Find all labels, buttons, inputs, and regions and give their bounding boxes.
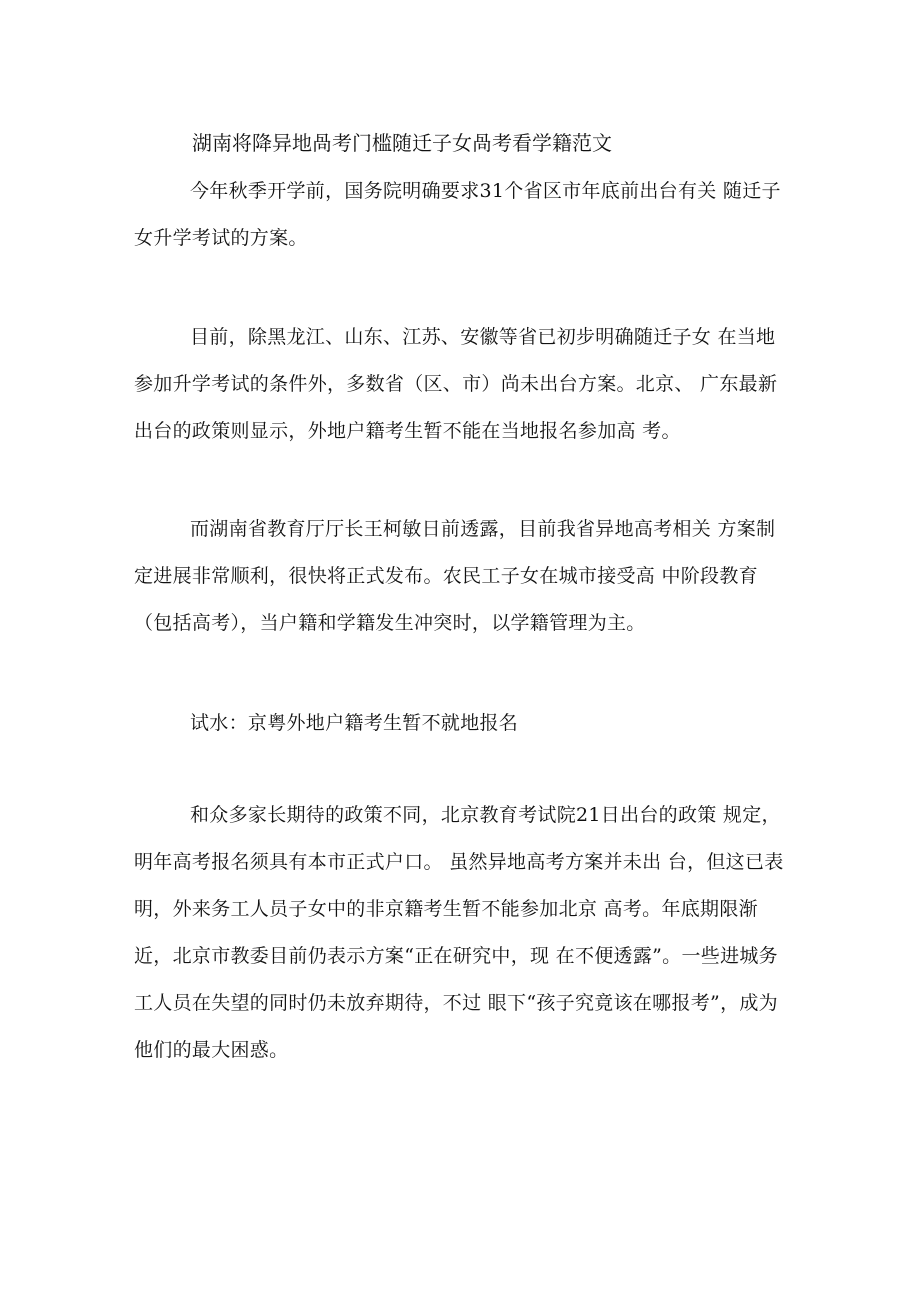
document-title: 湖南将降异地咼考门槛随迁子女咼考看学籍范文 — [192, 131, 612, 155]
paragraph-intro: 今年秋季开学前，国务院明确要求31个省区市年底前出台有关 随迁子女升学考试的方案。 — [134, 180, 781, 249]
section-heading: 试水：京粤外地户籍考生暂不就地报名 — [190, 712, 519, 734]
paragraph-beijing-policy: 和众多家长期待的政策不同，北京教育考试院21日出台的政策 规定，明年高考报名须具有本市正式户口。 虽然异地高考方案并未出 台，但这已表明，外来务工人员子女中的非京籍考生暂不能参加北京 高考。年底期限渐近，北京市教委目前仍表示方案“正在研究中，现 在不便透露”。一些进城务工人员在失望的同时仍未放弃期待，不过 眼下“孩子究竟该在哪报考”，成为他们的最大困惑。 — [134, 804, 784, 1061]
paragraph-current-status: 目前，除黑龙江、山东、江苏、安徽等省已初步明确随迁子女 在当地参加升学考试的条件外，多数省（区、市）尚未出台方案。北京、 广东最新出台的政策则显示，外地户籍考生暂不能在当地报名参加高 考。 — [134, 326, 778, 442]
paragraph-hunan-plan: 而湖南省教育厅厅长王柯敏日前透露，目前我省异地高考相关 方案制定进展非常顺利，很快将正式发布。农民工子女在城市接受高 中阶段教育（包括高考），当户籍和学籍发生冲突时，以学籍管理为主。 — [134, 518, 776, 634]
